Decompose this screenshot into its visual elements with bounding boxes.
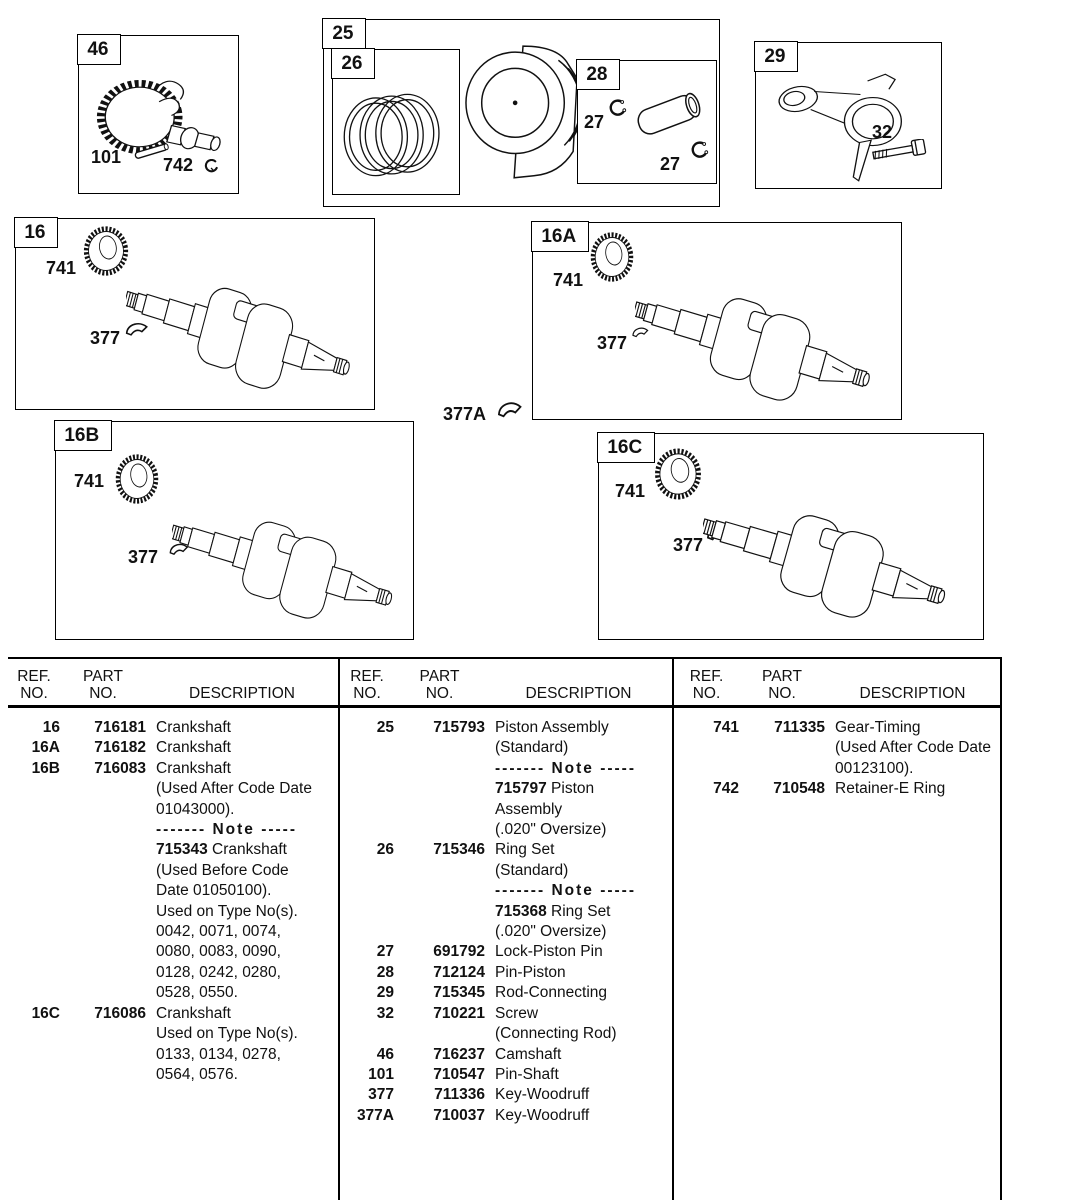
desc-line: Ring Set (495, 841, 555, 859)
desc-cell (485, 963, 672, 983)
ref-no-header: REF. NO. (350, 668, 384, 702)
ref-cell: 101 (368, 1065, 394, 1083)
part-no-header: PART NO. (419, 668, 460, 702)
ref-cell: 16 (42, 719, 60, 736)
figure-box-26 (332, 49, 460, 195)
crankshaft-drawing (172, 494, 412, 636)
piston-drawing (464, 40, 582, 192)
table-row (340, 1065, 672, 1085)
callout-27-a: 27 (584, 112, 605, 132)
figure-box-28 (577, 60, 717, 184)
desc-line: Assembly (495, 800, 563, 818)
desc-line: Camshaft (495, 1045, 562, 1063)
desc-line: 0133, 0134, 0278, (156, 1045, 281, 1063)
description-header: DESCRIPTION (189, 685, 295, 702)
desc-cell (485, 942, 672, 962)
callout-32: 32 (872, 122, 893, 142)
ref-cell: 16A (31, 739, 60, 757)
table-row (340, 942, 672, 962)
callout-741: 741 (615, 481, 646, 501)
figure-box-16c (598, 433, 984, 640)
callout-742: 742 (163, 155, 194, 175)
table-column-1 (8, 659, 338, 1200)
note-line: ------- Note ----- (495, 882, 636, 900)
figure-box-29 (755, 42, 942, 189)
ref-cell: 16C (31, 1004, 60, 1022)
table-body (340, 708, 672, 1126)
part-cell: 711336 (434, 1086, 485, 1104)
ref-cell: 29 (376, 984, 394, 1002)
part-cell: 710547 (433, 1065, 485, 1083)
part-cell: 710037 (433, 1106, 485, 1124)
part-cell: 716181 (94, 719, 146, 736)
desc-line: Crankshaft (156, 759, 231, 777)
figure-tag-46: 46 (77, 34, 121, 65)
desc-cell (825, 718, 1000, 779)
figure-tag-16: 16 (14, 217, 58, 248)
desc-line: Screw (495, 1004, 539, 1022)
table-row (8, 738, 338, 758)
desc-line: (.020" Oversize) (495, 923, 607, 941)
desc-line: (.020" Oversize) (495, 821, 607, 839)
desc-line: Rod-Connecting (495, 984, 608, 1002)
description-header: DESCRIPTION (859, 685, 966, 702)
desc-line: (Used After Code Date (156, 780, 312, 798)
callout-377: 377 (90, 328, 121, 348)
desc-cell (146, 718, 338, 738)
table-header (340, 659, 672, 705)
note-line: ------- Note ----- (495, 759, 636, 777)
desc-cell (485, 983, 672, 1003)
crankshaft-drawing (635, 269, 891, 419)
part-cell: 715346 (433, 841, 485, 859)
table-row (674, 779, 1000, 799)
table-row (340, 983, 672, 1003)
ref-no-header: REF. NO. (17, 668, 51, 702)
figure-tag-29: 29 (754, 41, 798, 72)
description-header: DESCRIPTION (525, 685, 632, 702)
piston-pin-drawing (630, 85, 714, 143)
timing-gear-drawing (587, 228, 637, 286)
desc-line: Piston Assembly (495, 719, 609, 736)
desc-line: Pin-Piston (495, 963, 566, 981)
callout-101: 101 (91, 147, 122, 167)
desc-line: (Used After Code Date (835, 739, 991, 757)
desc-line: Crankshaft (156, 719, 231, 736)
figure-tag-25: 25 (322, 18, 366, 49)
part-cell: 715793 (433, 719, 485, 736)
desc-line: 715368 Ring Set (495, 902, 611, 920)
part-cell: 712124 (433, 963, 485, 981)
desc-line: (Connecting Rod) (495, 1025, 617, 1043)
desc-line: Date 01050100). (156, 882, 272, 900)
desc-line: Retainer-E Ring (835, 780, 946, 798)
ref-cell: 32 (376, 1004, 394, 1022)
part-no-header: PART NO. (83, 668, 123, 702)
desc-line: Pin-Shaft (495, 1065, 559, 1083)
figure-tag-26: 26 (331, 48, 375, 79)
desc-cell (146, 759, 338, 1004)
ref-cell: 26 (376, 841, 394, 859)
desc-cell (825, 779, 1000, 799)
table-row (8, 759, 338, 1004)
table-column-3 (674, 659, 1000, 1200)
rod-screw-glyph (862, 139, 930, 167)
table-body (8, 708, 338, 1085)
figure-tag-16c: 16C (597, 432, 655, 463)
part-no-header: PART NO. (762, 668, 802, 702)
ring-set-drawing (339, 82, 453, 188)
table-row (340, 963, 672, 983)
desc-line: 01043000). (156, 800, 235, 818)
desc-line: (Used Before Code (156, 861, 289, 879)
part-cell: 716237 (433, 1045, 485, 1063)
callout-377: 377 (597, 333, 628, 353)
desc-cell (485, 840, 672, 942)
crankshaft-drawing (126, 259, 370, 407)
table-column-2 (340, 659, 672, 1200)
desc-line: Lock-Piston Pin (495, 943, 603, 961)
desc-cell (485, 1004, 672, 1045)
figure-tag-16b: 16B (54, 420, 112, 451)
figure-box-16a (532, 222, 902, 420)
ref-cell: 377 (368, 1086, 394, 1104)
ref-cell: 742 (713, 780, 739, 798)
desc-line: Used on Type No(s). (156, 902, 298, 920)
desc-cell (485, 718, 672, 840)
part-cell: 710221 (433, 1004, 485, 1022)
table-row (8, 1004, 338, 1086)
ref-cell: 46 (376, 1045, 394, 1063)
lock-clip-glyph (690, 141, 710, 161)
figure-tag-16a: 16A (531, 221, 589, 252)
timing-gear-drawing (651, 444, 705, 504)
desc-line: Used on Type No(s). (156, 1025, 298, 1043)
desc-line: 715343 Crankshaft (156, 841, 287, 859)
timing-gear-drawing (112, 450, 162, 508)
e-ring-glyph (203, 159, 220, 176)
ref-cell: 28 (376, 963, 394, 981)
table-row (674, 718, 1000, 779)
callout-377a: 377A (443, 404, 487, 424)
desc-line: 0564, 0576. (156, 1065, 238, 1083)
woodruff-key-glyph (496, 400, 524, 420)
table-row (340, 1045, 672, 1065)
ref-cell: 377A (356, 1106, 394, 1124)
desc-line: 00123100). (835, 759, 914, 777)
table-row (340, 1106, 672, 1126)
desc-cell (485, 1045, 672, 1065)
desc-cell (485, 1106, 672, 1126)
lock-clip-glyph (608, 99, 628, 119)
table-row (8, 718, 338, 738)
crankshaft-drawing (703, 486, 967, 636)
ref-cell: 25 (376, 719, 394, 736)
desc-cell (146, 738, 338, 758)
callout-27-b: 27 (660, 154, 681, 174)
ref-cell: 741 (713, 719, 739, 736)
table-body (674, 708, 1000, 800)
part-cell: 716182 (94, 739, 146, 757)
timing-gear-drawing (80, 222, 132, 280)
desc-line: (Standard) (495, 739, 569, 757)
callout-741: 741 (46, 258, 77, 278)
callout-741: 741 (553, 270, 584, 290)
table-header (674, 659, 1000, 705)
callout-741: 741 (74, 471, 105, 491)
desc-line: 0528, 0550. (156, 984, 238, 1002)
desc-line: 0128, 0242, 0280, (156, 963, 281, 981)
part-cell: 710548 (773, 780, 825, 798)
table-row (340, 1085, 672, 1105)
desc-line: Key-Woodruff (495, 1106, 590, 1124)
table-row (340, 718, 672, 840)
figure-box-16 (15, 218, 375, 410)
part-cell: 691792 (433, 943, 485, 961)
desc-line: Crankshaft (156, 1004, 231, 1022)
figure-box-16b (55, 421, 414, 640)
part-cell: 716083 (94, 759, 146, 777)
desc-cell (485, 1065, 672, 1085)
callout-377: 377 (128, 547, 159, 567)
desc-line: 0042, 0071, 0074, (156, 923, 281, 941)
desc-line: 0080, 0083, 0090, (156, 943, 281, 961)
desc-cell (146, 1004, 338, 1086)
figure-box-46 (78, 35, 239, 194)
desc-line: 715797 Piston (495, 780, 595, 798)
desc-line: Gear-Timing (835, 719, 921, 736)
part-cell: 711335 (774, 719, 825, 736)
ref-cell: 27 (376, 943, 394, 961)
desc-line: Key-Woodruff (495, 1086, 590, 1104)
ref-cell: 16B (31, 759, 60, 777)
ref-no-header: REF. NO. (689, 668, 724, 702)
figure-box-25 (323, 19, 720, 207)
figure-tag-28: 28 (576, 59, 620, 90)
desc-cell (485, 1085, 672, 1105)
parts-table (8, 657, 1002, 1200)
desc-line: Crankshaft (156, 739, 231, 757)
table-header (8, 659, 338, 705)
table-row (340, 1004, 672, 1045)
callout-377: 377 (673, 535, 704, 555)
table-row (340, 840, 672, 942)
desc-line: (Standard) (495, 861, 569, 879)
note-line: ------- Note ----- (156, 821, 297, 839)
part-cell: 715345 (433, 984, 485, 1002)
part-cell: 716086 (94, 1004, 146, 1022)
